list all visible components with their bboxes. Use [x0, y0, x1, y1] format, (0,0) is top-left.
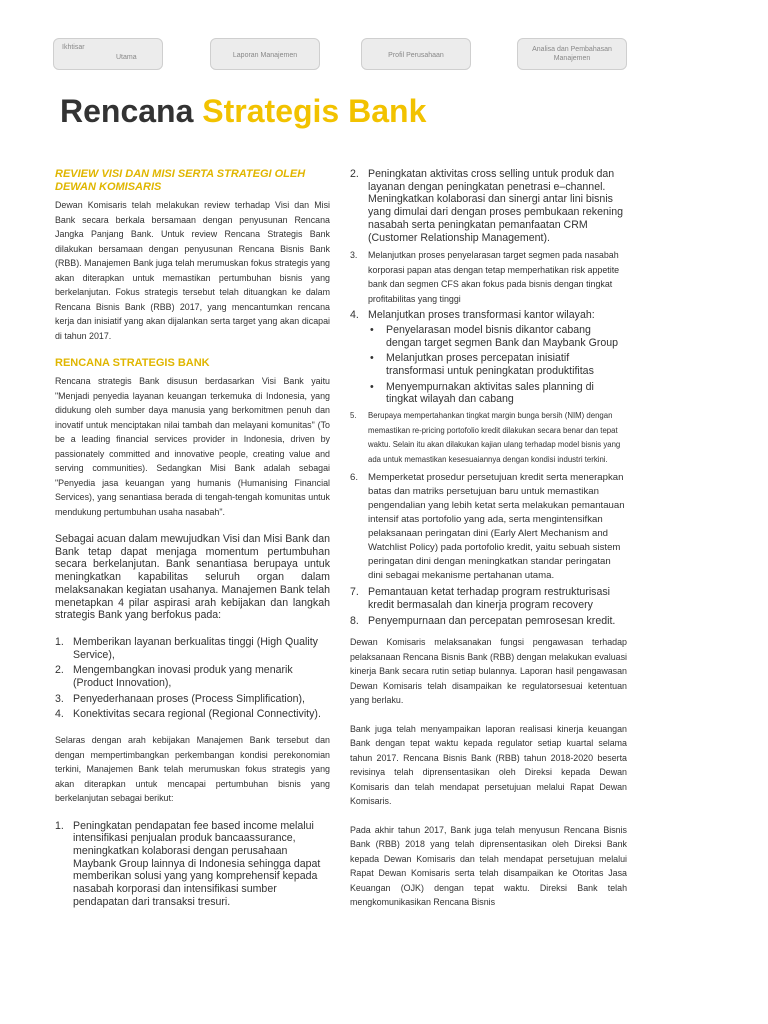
- list-item: 8. Penyempurnaan dan percepatan pemrosesan kredit.: [350, 614, 616, 627]
- focus-list-continued: [350, 309, 627, 406]
- tab-ikhtisar-utama[interactable]: [53, 38, 163, 70]
- list-item-text: Melanjutkan proses transformasi kantor wilayah:: [368, 309, 595, 322]
- tab-profil-perusahaan[interactable]: [361, 38, 471, 70]
- focus-intro-paragraph: Selaras dengan arah kebijakan Manajemen Bank tersebut dan dengan mempertimbangkan perkembangan kondisi perekonomian terkini, Manajemen Bank telah merumuskan fokus strategis yang akan diterapkan untuk mencapai pertumbuhan bisnis yang berkelanjutan sebagai berikut:: [55, 735, 330, 804]
- list-item-text: Penyederhanaan proses (Process Simplification),: [73, 692, 306, 705]
- pillar-list: [55, 636, 330, 721]
- focus-list-continued: [350, 248, 627, 306]
- list-item: 1. Memberikan layanan berkualitas tinggi (High Quality Service),: [55, 635, 318, 661]
- section-heading-review: REVIEW VISI DAN MISI SERTA STRATEGI OLEH DEWAN KOMISARIS: [55, 168, 306, 193]
- left-column: [55, 168, 330, 921]
- list-item-text: Memperketat prosedur persetujuan kredit serta menerapkan batas dan matriks persetujuan baru untuk memastikan pengendalian yang lebih ketat serta melakukan pemantauan intensif atas portofolio yang ada, serta mengintensifkan pelaksanaan peringatan dini (Early Alert Mechanism and Watchlist Policy) pada portofolio kredit, yaitu sebuah sistem peringatan dini dengan meningkatkan standar peringatan dini sebagai mekanisme pertahanan utama.: [368, 472, 625, 582]
- tab-label: Profil Perusahaan: [388, 52, 444, 59]
- review-paragraph: Dewan Komisaris telah melakukan review terhadap Visi dan Misi Bank secara berkala bersamaan dengan penyusunan Rencana Jangka Panjang Bank. Untuk review Rencana Strategis Bank dilakukan bersamaan dengan penyusunan Rencana Bisnis Bank (RBB). Manajemen Bank juga telah merumuskan fokus strategis yang akan diterapkan untuk memastikan pertumbuhan bisnis yang berkelanjutan. Fokus strategis tersebut telah dituangkan ke dalam Rencana Bisnis Bank (RBB) 2017, yang mencantumkan rencana kerja dan inisiatif yang akan dijalankan serta target yang akan dicapai di tahun 2017.: [55, 200, 330, 341]
- tab-label-line2: Utama: [116, 54, 137, 61]
- list-item-text: Peningkatan pendapatan fee based income melalui intensifikasi penjualan produk bancaassurance, meningkatkan kolaborasi dengan perusahaan Maybank Group lainnya di Indonesia sehingga dapat memberikan solusi yang yang komprehensif kepada nasabah korporasi dan intensifikasi sumber pendapatan dari transaksi tresuri.: [73, 819, 321, 908]
- report-nav-tabs: [53, 38, 628, 70]
- focus-list-continued: [350, 471, 627, 627]
- focus-list-continued: [350, 168, 627, 244]
- tab-label-line1: Analisa dan Pembahasan: [532, 46, 612, 53]
- list-item-text: Konektivitas secara regional (Regional Connectivity).: [73, 708, 321, 721]
- supervision-paragraph: Dewan Komisaris melaksanakan fungsi pengawasan terhadap pelaksanaan Rencana Bisnis Bank (RBB) dengan melakukan evaluasi kinerja Bank secara rutin setiap bulannya. Laporan hasil pengawasan Dewan Komisaris telah disampaikan ke regulatorsesuai ketentuan yang berlaku.: [350, 637, 627, 706]
- tab-label: [518, 45, 626, 63]
- list-item-text: Penyempurnaan dan percepatan pemrosesan kredit.: [368, 614, 616, 627]
- list-item: 4. Melanjutkan proses transformasi kantor wilayah: • Penyelarasan model bisnis dikantor cabang dengan target segmen Bank dan Maybank Group • Melanjutkan proses percepatan inisiatif transformasi untuk peningkatan produktifitas • Menyempurnakan aktivitas sales planning di tingkat wilayah dan cabang: [350, 309, 627, 406]
- list-item: 6. Memperketat prosedur persetujuan kredit serta menerapkan batas dan matriks persetujuan baru untuk memastikan pengendalian yang lebih ketat serta melakukan pemantauan intensif atas portofolio yang ada, serta mengintensifkan pelaksanaan peringatan dini (Early Alert Mechanism and Watchlist Policy) pada portofolio kredit, yaitu sebuah sistem peringatan dini dengan meningkatkan standar peringatan dini sebagai mekanisme pertahanan utama.: [350, 472, 625, 582]
- right-column: [350, 168, 627, 924]
- sub-list-item: • Melanjutkan proses percepatan inisiatif transformasi untuk peningkatan produktifitas: [370, 352, 594, 378]
- list-item: 2. Peningkatan aktivitas cross selling untuk produk dan layanan dengan peningkatan penetrasi e–channel. Meningkatkan kolaborasi dan sinergi antar lini bisnis yang dimulai dari dengan proses pembukaan rekening nasabah serta peningkatan pemanfaatan CRM (Customer Relationship Management).: [350, 168, 624, 244]
- tab-laporan-manajemen[interactable]: [210, 38, 320, 70]
- list-item: 4. Konektivitas secara regional (Regional Connectivity).: [55, 708, 321, 721]
- tab-label-line2: Manajemen: [553, 55, 591, 62]
- tab-analisa-pembahasan[interactable]: [517, 38, 627, 70]
- list-item-text: Memberikan layanan berkualitas tinggi (High Quality Service),: [73, 635, 318, 661]
- tab-label-line1: Ikhtisar: [62, 44, 85, 51]
- list-item-text: Pemantauan ketat terhadap program restrukturisasi kredit bermasalah dan kinerja program recovery: [368, 586, 611, 611]
- list-item: 7. Pemantauan ketat terhadap program restrukturisasi kredit bermasalah dan kinerja program recovery: [350, 586, 611, 611]
- list-item-text: Peningkatan aktivitas cross selling untuk produk dan layanan dengan peningkatan penetrasi e–channel. Meningkatkan kolaborasi dan sinergi antar lini bisnis yang dimulai dari dengan proses pembukaan rekening nasabah serta peningkatan pemanfaatan CRM (Customer Relationship Management).: [368, 168, 624, 244]
- sub-list-item-text: Menyempurnakan aktivitas sales planning di tingkat wilayah dan cabang: [386, 380, 594, 406]
- list-item-text: Mengembangkan inovasi produk yang menarik (Product Innovation),: [73, 664, 293, 690]
- focus-list-continued: [350, 409, 627, 467]
- rbb-paragraph: Pada akhir tahun 2017, Bank juga telah menyusun Rencana Bisnis Bank (RBB) 2018 yang telah diprensentasikan oleh Direksi Bank kepada Dewan Komisaris dan telah mendapat persetujuan melalui Rapat Dewan Komisaris serta telah disampaikan ke Otoritas Jasa Keuangan (OJK) dengan tepat waktu. Direksi Bank telah mengkomunikasikan Rencana Bisnis: [350, 824, 627, 908]
- list-item: 3. Melanjutkan proses penyelarasan target segmen pada nasabah korporasi papan atas dengan tetap memperhatikan risk appetite bank dan segmen CFS akan fokus pada bisnis dengan tingkat profitabilitas yang tinggi: [350, 250, 620, 304]
- title-part-accent: Strategis Bank: [202, 93, 427, 129]
- sub-list-item-text: Penyelarasan model bisnis dikantor cabang dengan target segmen Bank dan Maybank Group: [386, 323, 619, 349]
- list-item: 1. Peningkatan pendapatan fee based income melalui intensifikasi penjualan produk bancaassurance, meningkatkan kolaborasi dengan perusahaan Maybank Group lainnya di Indonesia sehingga dapat memberikan solusi yang yang komprehensif kepada nasabah korporasi dan intensifikasi sumber pendapatan dari transaksi tresuri.: [55, 819, 321, 908]
- section-heading-rencana: RENCANA STRATEGIS BANK: [55, 357, 210, 369]
- pillar-intro-paragraph: Sebagai acuan dalam mewujudkan Visi dan Misi Bank dan Bank tetap dapat menjaga momentum pertumbuhan secara berkelanjutan. Bank senantiasa berupaya untuk meningkatkan kapabilitas seluruh organ dalam melaksanakan kegiatan usahanya. Manajemen Bank telah menetapkan 4 pilar aspirasi arah kebijakan dan langkah strategis Bank yang berfokus pada:: [55, 533, 330, 622]
- list-item: 5. Berupaya mempertahankan tingkat margin bunga bersih (NIM) dengan memastikan re-pricing portofolio kredit dilakukan secara benar dan tepat waktu. Selain itu akan dilakukan kajian ulang terhadap model bisnis yang ada untuk memastikan kesesuaiannya dengan kondisi industri terkini.: [350, 411, 621, 464]
- sub-list-item-text: Melanjutkan proses percepatan inisiatif transformasi untuk peningkatan produktifitas: [386, 352, 594, 378]
- rencana-paragraph: Rencana strategis Bank disusun berdasarkan Visi Bank yaitu "Menjadi penyedia layanan keuangan terkemuka di Indonesia, yang didukung oleh sumber daya manusia yang berkomitmen penuh dan inovatif untuk menciptakan nilai tambah dan melayani komunitas" (To be a leading financial services provider in Indonesia, driven by passionately committed and innovative people, creating value and serving communities). Sedangkan Misi Bank adalah sebagai "Penyedia jasa keuangan yang humanis (Humanising Financial Services), yang senantiasa berada di tengah-tengah komunitas untuk mendukung pertumbuhan usaha nasabah".: [55, 376, 330, 517]
- title-part-dark: Rencana: [60, 93, 203, 129]
- list-item-text: Melanjutkan proses penyelarasan target segmen pada nasabah korporasi papan atas dengan tetap memperhatikan risk appetite bank dan segmen CFS akan fokus pada bisnis dengan tingkat profitabilitas yang tinggi: [368, 250, 620, 304]
- sub-list-item: • Menyempurnakan aktivitas sales planning di tingkat wilayah dan cabang: [370, 380, 594, 406]
- reporting-paragraph: Bank juga telah menyampaikan laporan realisasi kinerja keuangan Bank dengan tepat waktu kepada regulator setiap kuartal selama tahun 2017. Rencana Bisnis Bank (RBB) tahun 2018-2020 beserta revisinya telah diprensentasikan oleh Direksi kepada Dewan Komisaris dan telah mendapat persetujuan melalui Rapat Dewan Komisaris.: [350, 723, 627, 807]
- list-item: 3. Penyederhanaan proses (Process Simplification),: [55, 692, 306, 705]
- list-item: 2. Mengembangkan inovasi produk yang menarik (Product Innovation),: [55, 664, 293, 690]
- list-item-text: Berupaya mempertahankan tingkat margin bunga bersih (NIM) dengan memastikan re-pricing portofolio kredit dilakukan secara benar dan tepat waktu. Selain itu akan dilakukan kajian ulang terhadap model bisnis yang ada untuk memastikan kesesuaiannya dengan kondisi industri terkini.: [368, 411, 621, 464]
- page-title: [60, 93, 426, 130]
- tab-label: Laporan Manajemen: [232, 52, 298, 59]
- focus-list: [55, 820, 330, 909]
- sub-list: [350, 324, 627, 406]
- sub-list-item: • Penyelarasan model bisnis dikantor cabang dengan target segmen Bank dan Maybank Group: [370, 323, 619, 349]
